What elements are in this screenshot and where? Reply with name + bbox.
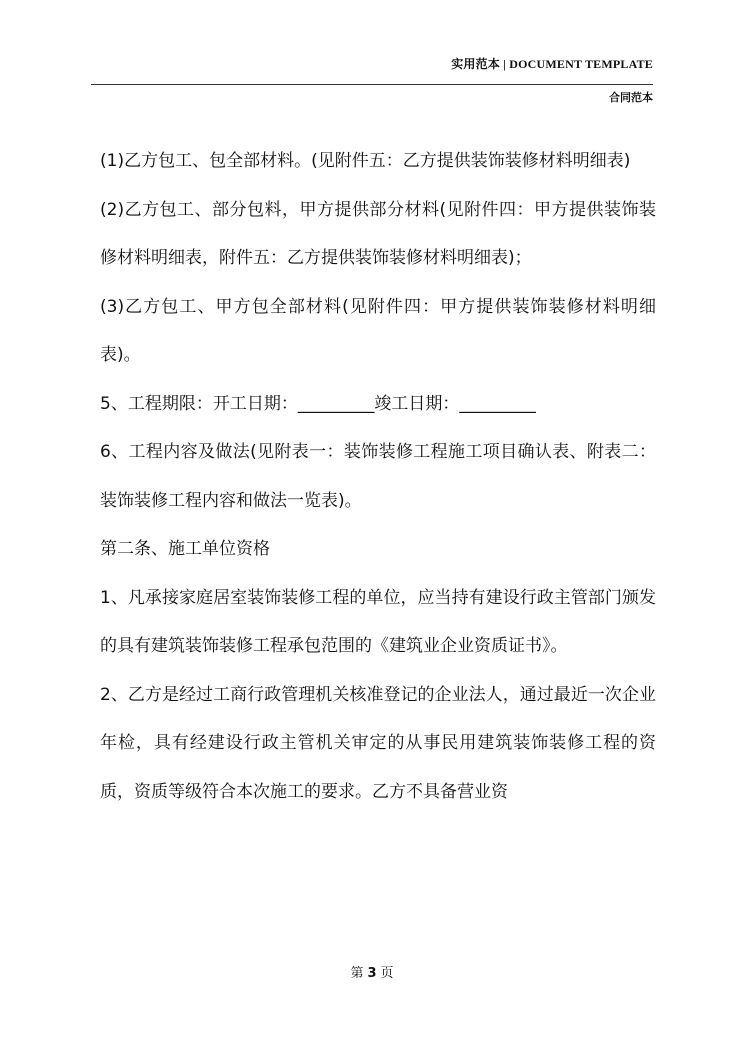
header-title: 实用范本 | DOCUMENT TEMPLATE: [451, 57, 653, 71]
paragraph-4: 5、工程期限：开工日期：_________竣工日期：_________: [100, 393, 536, 414]
paragraph-3: (3)乙方包工、甲方包全部材料(见附件四：甲方提供装饰装修材料明细表)。: [100, 296, 656, 365]
paragraph-8: 2、乙方是经过工商行政管理机关核准登记的企业法人，通过最近一次企业年检，具有经建设行政主管机关审定的从事民用建筑装饰装修工程的资质，资质等级符合本次施工的要求。乙方不具备营业资: [100, 684, 656, 802]
paragraph-5: 6、工程内容及做法(见附表一：装饰装修工程施工项目确认表、附表二：装饰装修工程内容和做法一览表)。: [100, 442, 656, 511]
page-number: [0, 962, 744, 981]
paragraph-2: (2)乙方包工、部分包料，甲方提供部分材料(见附件四：甲方提供装饰装修材料明细表，附件五：乙方提供装饰装修材料明细表)；: [100, 199, 656, 268]
header-divider: [91, 84, 653, 85]
page-number-prefix: 第: [350, 966, 364, 981]
page-number-value: 3: [367, 966, 377, 981]
section-heading: 第二条、施工单位资格: [100, 539, 270, 559]
header-subtitle: 合同范本: [609, 91, 653, 104]
document-body: [100, 137, 656, 816]
paragraph-1: (1)乙方包工、包全部材料。(见附件五：乙方提供装饰装修材料明细表): [100, 151, 631, 171]
page-number-suffix: 页: [380, 966, 394, 981]
paragraph-7: 1、凡承接家庭居室装饰装修工程的单位，应当持有建设行政主管部门颁发的具有建筑装饰装修工程承包范围的《建筑业企业资质证书》。: [100, 587, 656, 656]
